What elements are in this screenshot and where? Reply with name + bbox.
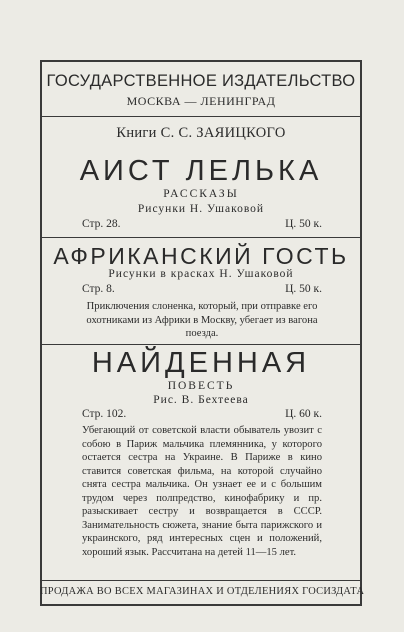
book-price: Ц. 60 к.: [285, 408, 322, 420]
book-price: Ц. 50 к.: [285, 218, 322, 230]
footer-text: ПРОДАЖА ВО ВСЕХ МАГАЗИНАХ И ОТДЕЛЕНИЯХ ГОСИЗДАТА: [40, 586, 365, 597]
book-meta-row: [82, 283, 322, 299]
book-meta-row: [82, 218, 322, 234]
book-title: АФРИКАНСКИЙ ГОСТЬ: [53, 243, 349, 269]
book-illustrator: Рисунки Н. Ушаковой: [137, 203, 265, 215]
publisher-cities: МОСКВА — ЛЕНИНГРАД: [126, 94, 276, 108]
book-title: НАЙДЕННАЯ: [91, 347, 311, 379]
book-illustrator: Рисунки в красках Н. Ушаковой: [108, 268, 294, 280]
book-title: АИСТ ЛЕЛЬКА: [79, 155, 323, 187]
book-pages: Стр. 8.: [82, 283, 115, 295]
series-heading: Книги С. С. ЗАЯИЦКОГО: [116, 125, 286, 141]
section-divider: [40, 344, 362, 345]
book-pages: Стр. 28.: [82, 218, 121, 230]
book-genre: РАССКАЗЫ: [163, 188, 239, 200]
header-divider: [40, 116, 362, 117]
footer-divider: [40, 580, 362, 581]
publisher-name: ГОСУДАРСТВЕННОЕ ИЗДАТЕЛЬСТВО: [46, 72, 356, 90]
book-description: Убегающий от советской власти обыватель увозит с собою в Париж мальчика племянника, у которого остается сестра на Украине. В Париже в кино ставится советская фильма, на которой случайно снята сестра мальчика. Он узнает ее и с большим трудом через полпредство, кинофабрику и пр. разыскивает сестру и возвращается в СССР. Занимательность сюжета, знание быта парижского и украинского, ряд интересных сцен и положений, хороший язык. Рассчитана на детей 11—15 лет.: [82, 425, 322, 558]
section-divider: [40, 237, 362, 238]
book-meta-row: [82, 408, 322, 424]
book-illustrator: Рис. В. Бехтеева: [153, 394, 249, 406]
book-description: Приключения слоненка, который, при отправке его охотниками из Африки в Москву, убегает из вагона поезда.: [86, 301, 318, 339]
book-price: Ц. 50 к.: [285, 283, 322, 295]
book-genre: ПОВЕСТЬ: [167, 380, 235, 392]
book-pages: Стр. 102.: [82, 408, 127, 420]
